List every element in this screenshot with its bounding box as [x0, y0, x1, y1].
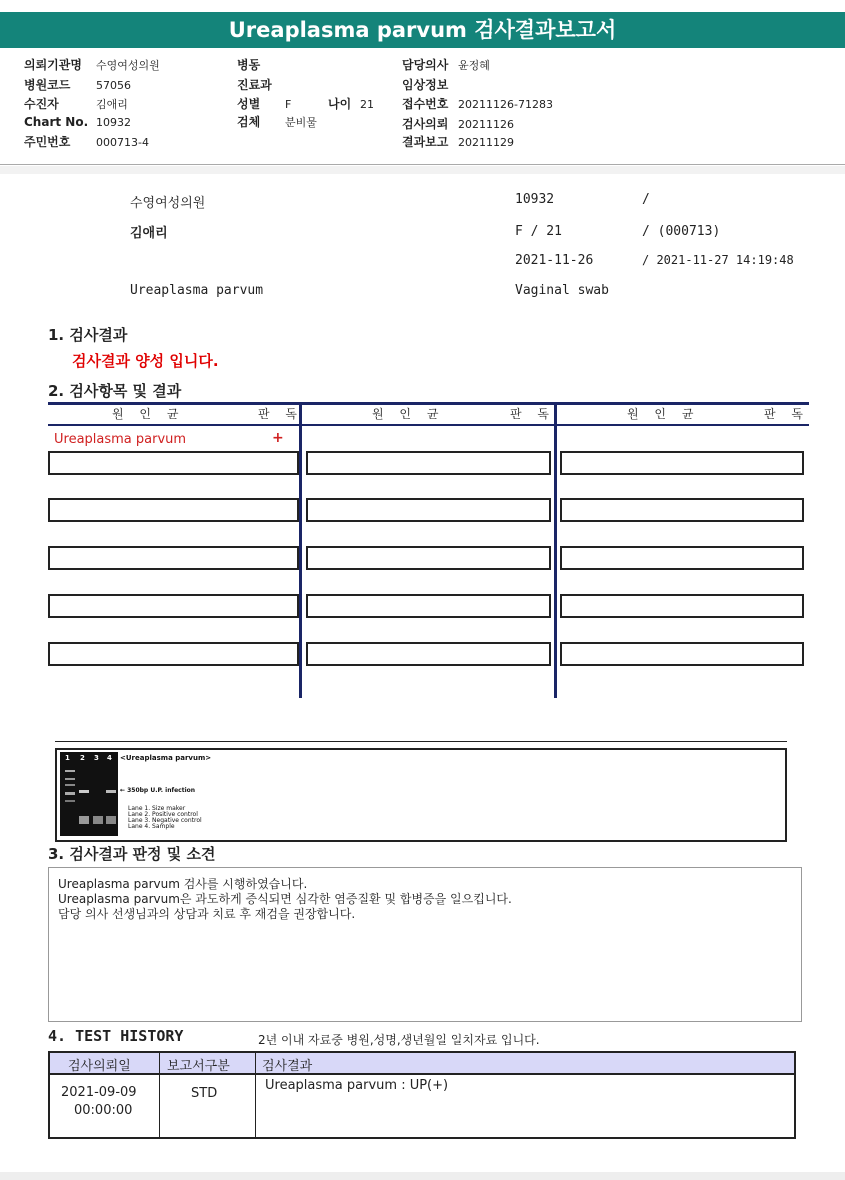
history-table	[48, 1051, 796, 1139]
info-age: 나이 21	[328, 97, 374, 111]
info-institution: 의뢰기관명 수영여성의원	[24, 58, 160, 72]
summary-reported: / 2021-11-27 14:19:48	[642, 253, 794, 267]
section-2-title: 2. 검사항목 및 결과	[48, 382, 182, 400]
organism-result: +	[272, 430, 284, 446]
history-row-result: Ureaplasma parvum : UP(+)	[265, 1078, 449, 1093]
result-cell	[560, 642, 804, 666]
patient-info-block	[0, 50, 845, 165]
gel-legend-2: Lane 2. Positive control	[128, 811, 198, 818]
grid-header-line	[48, 424, 809, 426]
history-header-result: 검사결과	[262, 1059, 313, 1074]
col-head-organism-1: 원 인 균	[112, 407, 185, 421]
col-head-organism-2: 원 인 균	[372, 407, 445, 421]
section-1-title: 1. 검사결과	[48, 326, 128, 344]
col-head-judgement-2: 판 독	[510, 407, 555, 421]
summary-slash: /	[642, 192, 650, 207]
info-report-date: 결과보고 20211129	[402, 135, 514, 149]
info-patient: 수진자 김애리	[24, 97, 128, 111]
report-title: Ureaplasma parvum 검사결과보고서	[0, 12, 845, 48]
info-resident-no: 주민번호 000713-4	[24, 135, 149, 149]
summary-received: 2021-11-26	[515, 253, 594, 268]
opinion-line-1: Ureaplasma parvum 검사를 시행하였습니다.	[58, 877, 308, 891]
info-receipt-no: 접수번호 20211126-71283	[402, 97, 553, 111]
summary-specimen: Vaginal swab	[515, 283, 609, 298]
info-ward: 병동	[237, 58, 261, 72]
summary-birth: / (000713)	[642, 224, 721, 239]
summary-sex-age: F / 21	[515, 224, 562, 239]
gel-legend-4: Lane 4. Sample	[128, 823, 175, 830]
result-cell	[48, 498, 299, 522]
history-header-date: 검사의뢰일	[68, 1059, 131, 1074]
info-chart-no: Chart No. 10932	[24, 115, 131, 129]
bottom-band	[0, 1172, 845, 1180]
divider-band	[0, 166, 845, 174]
history-note: 2년 이내 자료중 병원,성명,생년월일 일치자료 입니다.	[258, 1033, 540, 1047]
result-cell	[560, 498, 804, 522]
result-cell	[560, 594, 804, 618]
result-cell	[560, 451, 804, 475]
summary-patient: 김애리	[130, 226, 168, 241]
info-specimen: 검체 분비물	[237, 115, 317, 129]
info-sex: 성별 F	[237, 97, 292, 111]
organism-name: Ureaplasma parvum	[54, 432, 187, 447]
section-4-title: 4. TEST HISTORY	[48, 1027, 184, 1045]
summary-test-name: Ureaplasma parvum	[130, 283, 264, 298]
image-top-line	[55, 741, 787, 742]
result-cell	[48, 451, 299, 475]
gel-bands-graphic	[60, 752, 118, 836]
gel-legend-1: Lane 1. Size maker	[128, 805, 186, 812]
grid-divider-1	[299, 402, 302, 698]
info-hospital-code: 병원코드 57056	[24, 78, 131, 92]
gel-lane-2: 2	[80, 754, 85, 762]
info-clinical: 임상정보	[402, 78, 449, 92]
grid-divider-2	[554, 402, 557, 698]
gel-lane-4: 4	[107, 754, 112, 762]
opinion-line-2: Ureaplasma parvum은 과도하게 증식되면 심각한 염증질환 및 합병증을 일으킵니다.	[58, 892, 512, 906]
opinion-line-3: 담당 의사 선생님과의 상담과 치료 후 재검을 권장합니다.	[58, 907, 356, 921]
result-cell	[560, 546, 804, 570]
col-head-organism-3: 원 인 균	[627, 407, 700, 421]
positive-result-text: 검사결과 양성 입니다.	[72, 352, 219, 370]
gel-lane-1: 1	[65, 754, 70, 762]
history-row-time: 00:00:00	[74, 1103, 133, 1118]
col-head-judgement-1: 판 독	[258, 407, 303, 421]
gel-lane-3: 3	[94, 754, 99, 762]
result-cell	[306, 594, 551, 618]
gel-band-label: ← 350bp U.P. infection	[120, 787, 196, 794]
result-cell	[306, 546, 551, 570]
section-3-title: 3. 검사결과 판정 및 소견	[48, 845, 216, 863]
result-cell	[48, 546, 299, 570]
history-header-type: 보고서구분	[167, 1059, 230, 1074]
info-dept: 진료과	[237, 78, 272, 92]
history-row-date: 2021-09-09	[61, 1085, 137, 1100]
summary-clinic: 수영여성의원	[130, 196, 206, 211]
gel-electrophoresis-image	[60, 752, 118, 836]
result-cell	[306, 498, 551, 522]
info-doctor: 담당의사 윤정혜	[402, 58, 490, 72]
info-request-date: 검사의뢰 20211126	[402, 117, 514, 131]
summary-chart-no: 10932	[515, 192, 555, 207]
col-head-judgement-3: 판 독	[764, 407, 809, 421]
result-cell	[306, 642, 551, 666]
gel-legend-3: Lane 3. Negative control	[128, 817, 202, 824]
gel-title: <Ureaplasma parvum>	[120, 754, 212, 762]
result-cell	[306, 451, 551, 475]
history-row-type: STD	[191, 1086, 218, 1101]
result-cell	[48, 594, 299, 618]
result-cell	[48, 642, 299, 666]
